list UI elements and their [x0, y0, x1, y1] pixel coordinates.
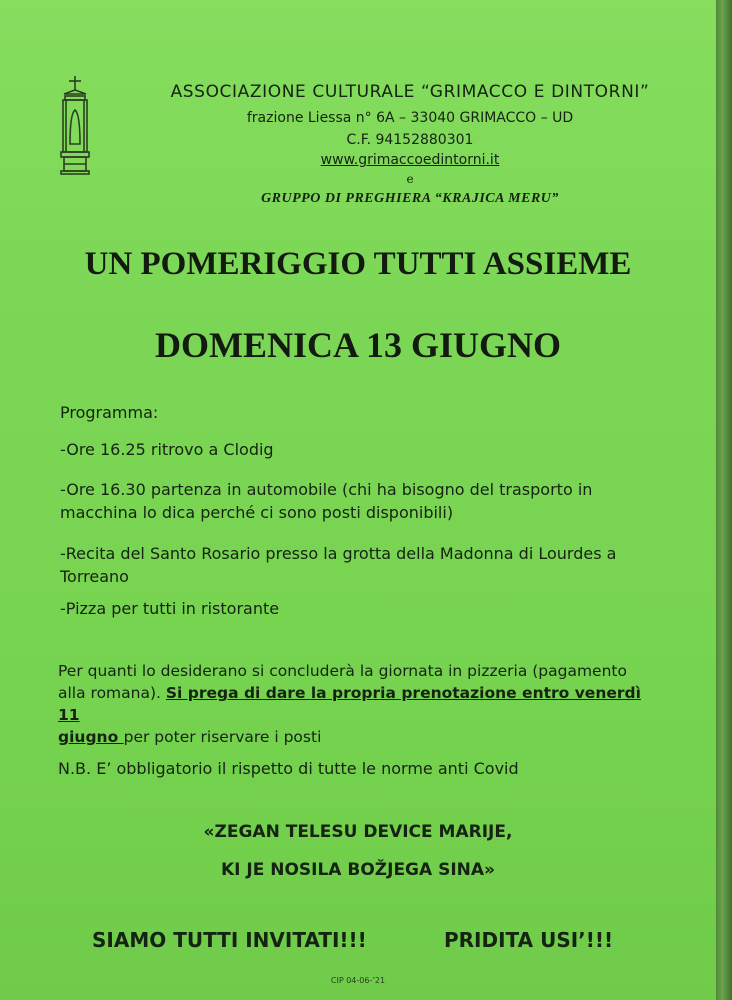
closing-slovene: PRIDITA USI’!!! [444, 928, 614, 952]
programme-heading: Programma: [60, 403, 159, 422]
fiscal-code: C.F. 94152880301 [346, 132, 474, 148]
event-title: UN POMERIGGIO TUTTI ASSIEME [84, 246, 632, 282]
lantern-cross-icon [56, 74, 94, 176]
covid-note: N.B. E’ obbligatorio il rispetto di tutte le norme anti Covid [58, 759, 519, 778]
pizzeria-notice [58, 660, 658, 748]
booking-tail: per poter riservare i posti [123, 728, 322, 746]
background-edge [716, 0, 732, 1000]
booking-date-end: giugno [58, 728, 124, 746]
footer-code: CIP 04-06-’21 [330, 976, 386, 985]
quote-line-1: «ZEGAN TELESU DEVICE MARIJE, [203, 822, 513, 842]
prayer-group-name: GRUPPO DI PREGHIERA “KRAJICA MERU” [261, 191, 559, 206]
quote-line-2: KI JE NOSILA BOŽJEGA SINA» [220, 860, 496, 880]
website-link[interactable]: www.grimaccoedintorni.it [320, 152, 500, 168]
booking-request: Si prega di dare la propria prenotazione entro venerdì 11 [58, 684, 641, 724]
event-date: DOMENICA 13 GIUGNO [154, 325, 562, 365]
programme-item: -Recita del Santo Rosario presso la grotta della Madonna di Lourdes a Torreano [60, 544, 617, 586]
programme-item: -Ore 16.25 ritrovo a Clodig [60, 440, 274, 459]
programme-item: -Pizza per tutti in ristorante [60, 599, 280, 618]
conjunction-text: e [406, 172, 414, 186]
closing-invite: SIAMO TUTTI INVITATI!!! [92, 928, 367, 952]
association-address: frazione Liessa n° 6A – 33040 GRIMACCO – UD [246, 110, 574, 126]
association-name: ASSOCIAZIONE CULTURALE “GRIMACCO E DINTORNI” [170, 82, 650, 102]
programme-item: -Ore 16.30 partenza in automobile (chi ha bisogno del trasporto in macchina lo dica perché ci sono posti disponibili) [60, 480, 593, 522]
pizzeria-intro: Per quanti lo desiderano si concluderà la giornata in pizzeria (pagamento alla romana). [58, 662, 627, 702]
